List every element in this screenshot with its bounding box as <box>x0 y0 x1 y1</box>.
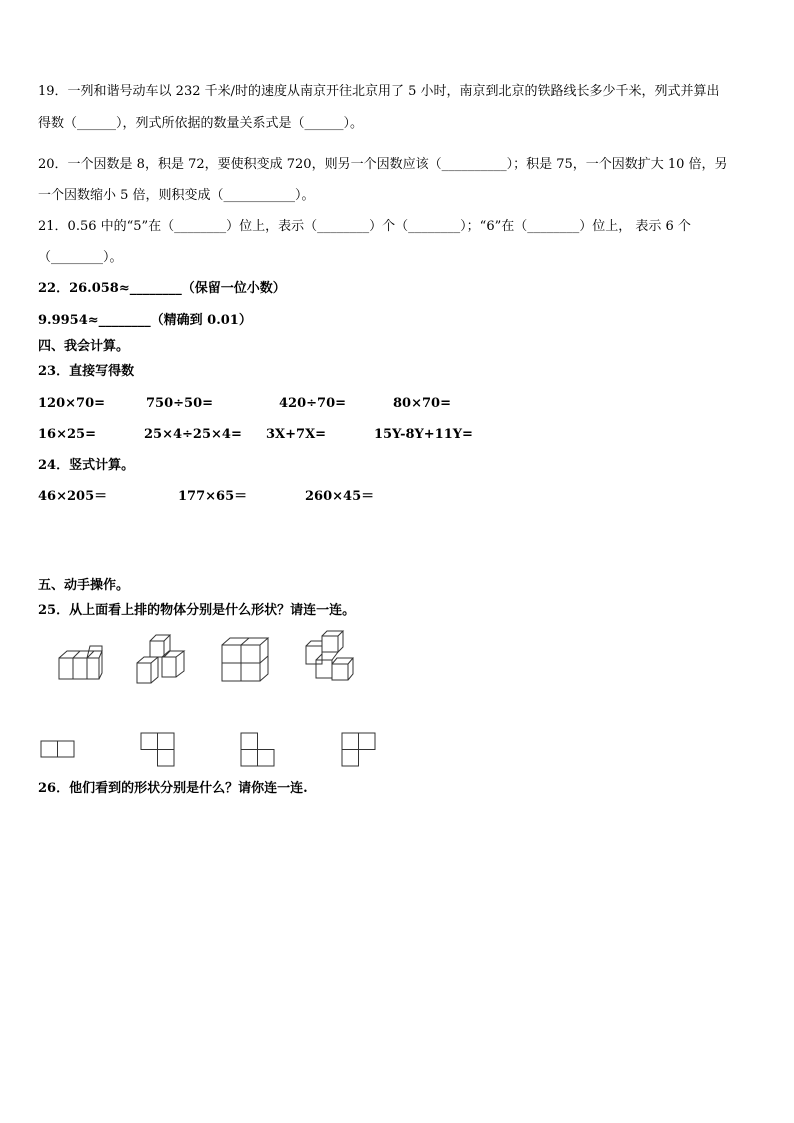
cube-stack-figure-1 <box>56 646 106 682</box>
q23-row1-item-3: 420÷70= <box>279 396 347 411</box>
q20-line2: 一个因数缩小 5 倍，则积变成（___________）。 <box>38 188 315 203</box>
q24-title: 24．竖式计算。 <box>38 458 135 473</box>
q22-line1: 22．26.058≈________（保留一位小数） <box>38 281 286 296</box>
q22-line2: 9.9954≈________（精确到 0.01） <box>38 313 252 328</box>
q23-row1-item-4: 80×70= <box>393 396 451 411</box>
top-view-shape-1 <box>40 740 76 758</box>
q25-title: 25．从上面看上排的物体分别是什么形状？请连一连。 <box>38 603 356 618</box>
cube-stack-figure-4 <box>302 630 354 684</box>
q26-title: 26．他们看到的形状分别是什么？请你连一连. <box>38 781 308 796</box>
q21-line1: 21．0.56 中的“5”在（________）位上，表示（________）个（________）；“6”在（________）位上， 表示 6 个 <box>38 219 691 234</box>
top-view-shape-2 <box>140 732 176 768</box>
q23-row2-item-4: 15Y-8Y+11Y= <box>374 427 473 442</box>
q23-row2-item-3: 3X+7X= <box>266 427 327 442</box>
q20-line1: 20．一个因数是 8，积是 72，要使积变成 720，则另一个因数应该（__________）；积是 75，一个因数扩大 10 倍，另 <box>38 157 728 172</box>
q24-item-3: 260×45＝ <box>305 489 375 504</box>
q19-line2: 得数（______），列式所依据的数量关系式是（______）。 <box>38 116 364 131</box>
q23-row1-item-1: 120×70= <box>38 396 106 411</box>
q21-line2: （________）。 <box>38 250 123 265</box>
q23-title: 23．直接写得数 <box>38 364 135 379</box>
q24-item-2: 177×65＝ <box>178 489 248 504</box>
q23-row2-item-1: 16×25= <box>38 427 96 442</box>
q23-row2-item-2: 25×4÷25×4= <box>144 427 242 442</box>
section-5-heading: 五、动手操作。 <box>38 578 130 593</box>
top-view-shape-4 <box>341 732 377 768</box>
section-4-heading: 四、我会计算。 <box>38 339 130 354</box>
q23-row1-item-2: 750÷50= <box>146 396 214 411</box>
q24-item-1: 46×205＝ <box>38 489 108 504</box>
q19-line1: 19．一列和谐号动车以 232 千米/时的速度从南京开往北京用了 5 小时，南京到北京的铁路线长多少千米，列式并算出 <box>38 84 720 99</box>
top-view-shape-3 <box>240 732 276 768</box>
cube-stack-figure-2 <box>136 633 190 685</box>
cube-stack-figure-3 <box>220 637 270 683</box>
